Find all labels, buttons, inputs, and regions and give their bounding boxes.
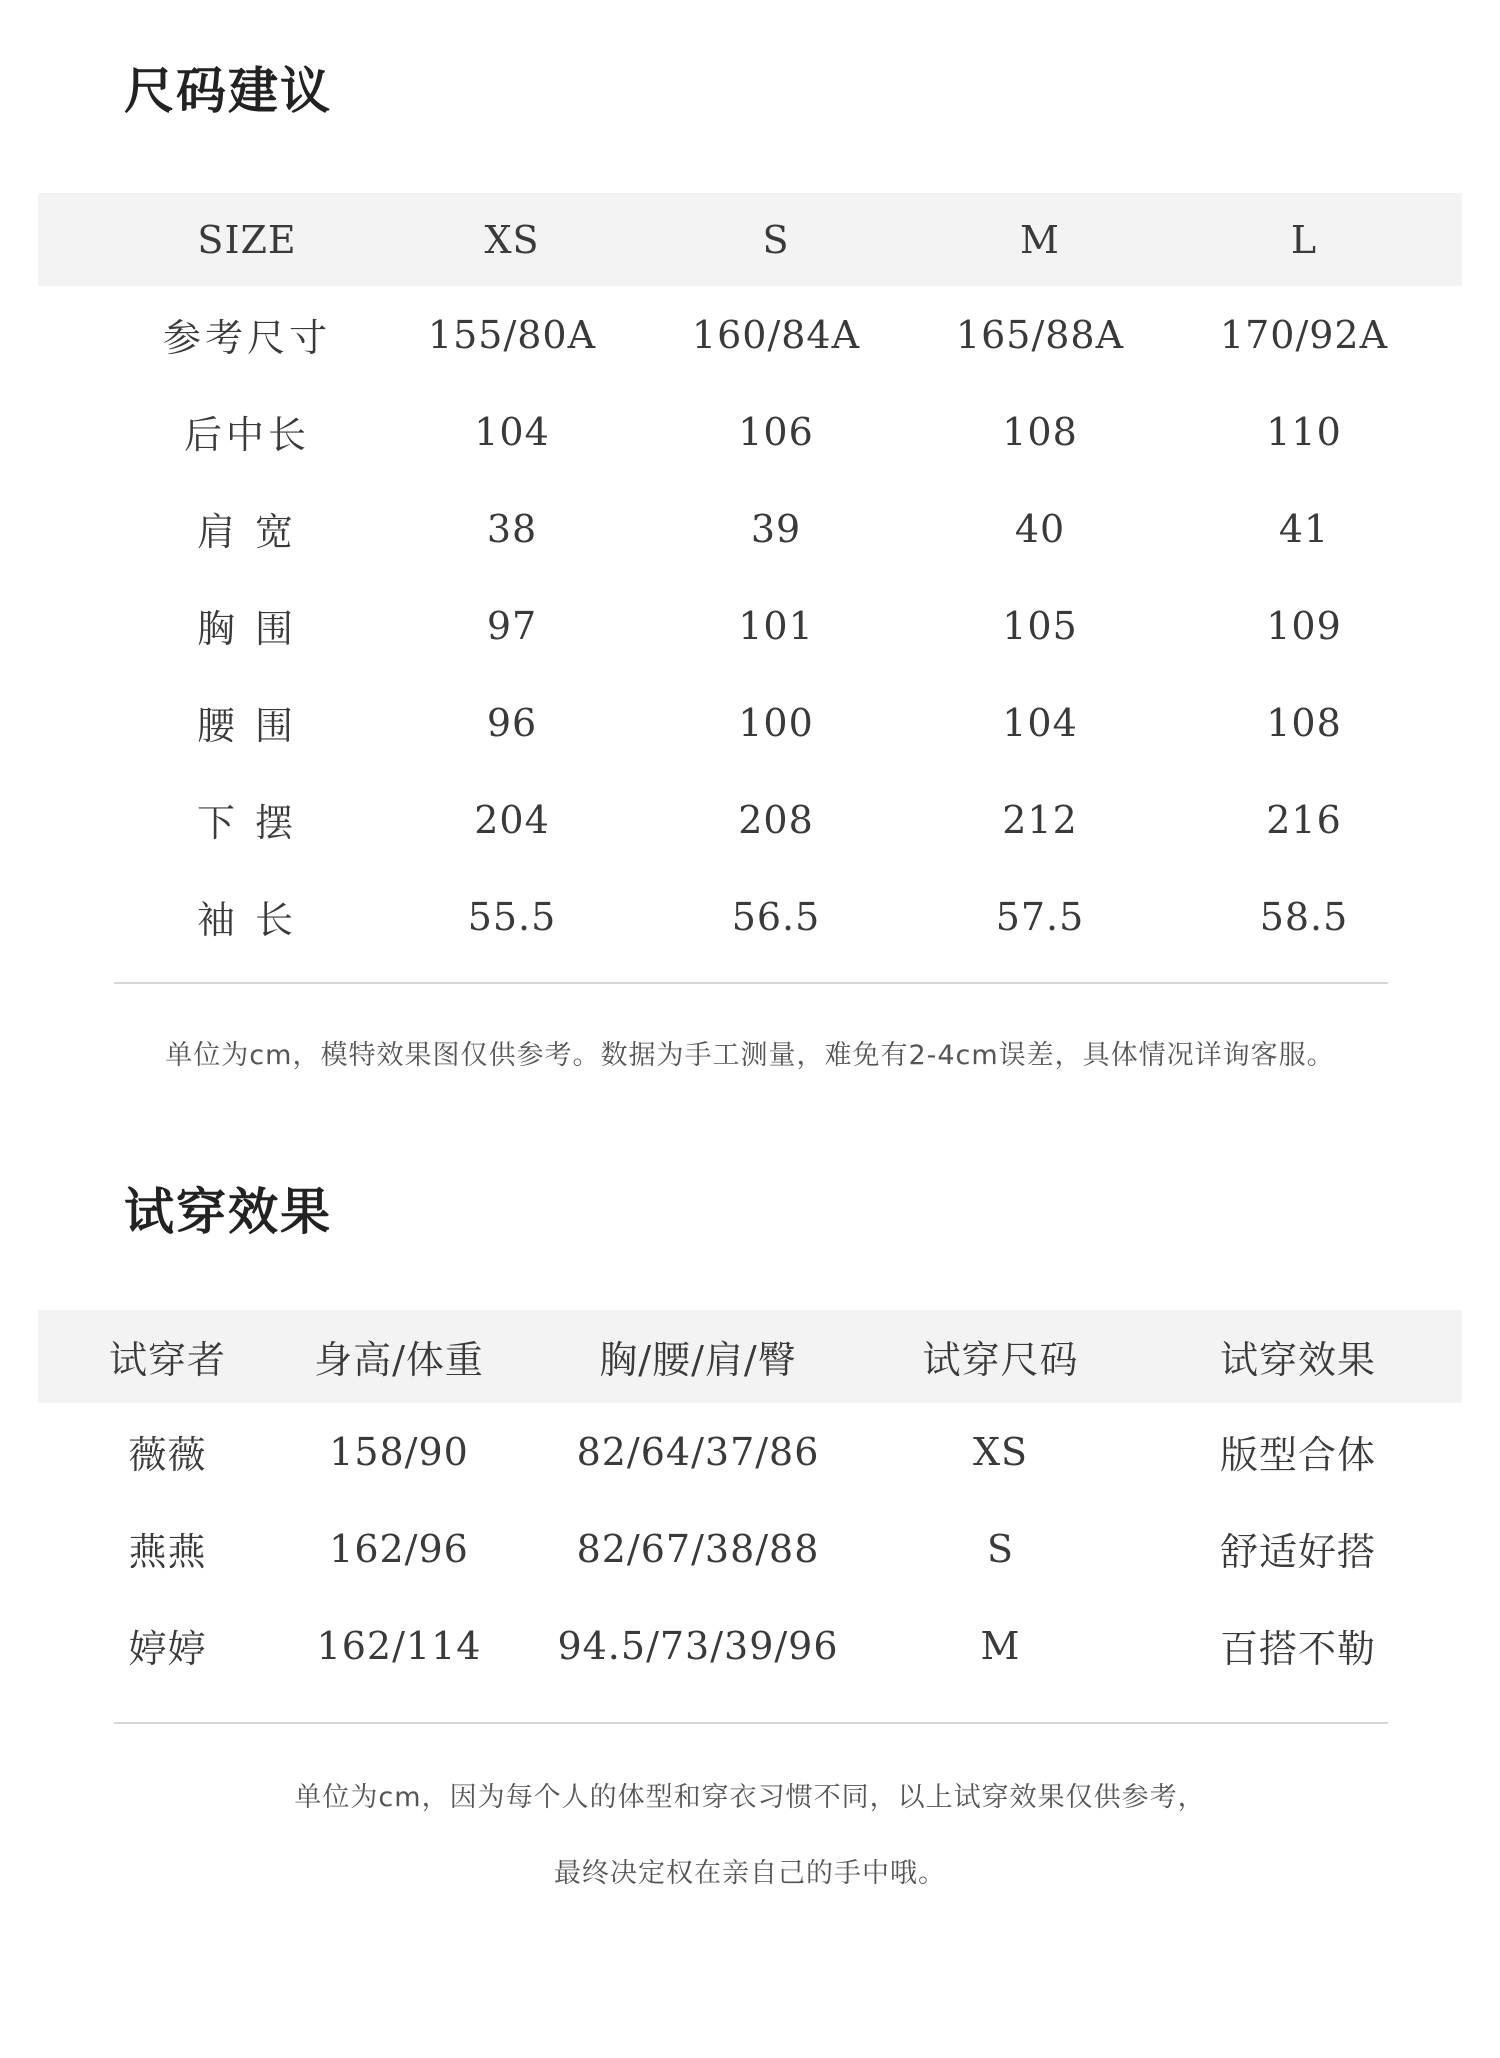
table-cell: 109: [1266, 603, 1342, 648]
row-label: 胸 围: [196, 607, 298, 651]
table-row: [38, 771, 1462, 868]
table-cell: 108: [1002, 409, 1078, 454]
table-cell: 82/67/38/88: [576, 1526, 820, 1571]
header-cell: 试穿者: [108, 1338, 226, 1382]
table-cell: 100: [738, 700, 814, 745]
table-cell: 104: [474, 409, 550, 454]
tester-name: 薇薇: [128, 1433, 207, 1477]
size-note: 单位为cm，模特效果图仅供参考。数据为手工测量，难免有2-4cm误差，具体情况详询客服。: [165, 1040, 1335, 1071]
table-cell: 82/64/37/86: [576, 1429, 820, 1474]
table-cell: 204: [474, 797, 550, 842]
row-label: 下 摆: [196, 801, 298, 845]
table-cell: XS: [972, 1429, 1029, 1474]
table-row: [38, 286, 1462, 383]
table-cell: 百搭不勒: [1219, 1627, 1376, 1671]
header-cell: S: [762, 217, 790, 262]
table-cell: 57.5: [995, 894, 1085, 939]
tryon-section-title: 试穿效果: [124, 1183, 332, 1241]
tryon-note-line-1: 单位为cm，因为每个人的体型和穿衣习惯不同，以上试穿效果仅供参考，: [294, 1782, 1206, 1813]
table-row: [38, 1403, 1462, 1500]
table-cell: S: [986, 1526, 1015, 1571]
table-cell: 162/114: [316, 1623, 482, 1668]
row-label: 后中长: [183, 413, 310, 457]
table-cell: 版型合体: [1219, 1433, 1376, 1477]
table-cell: 170/92A: [1219, 312, 1389, 357]
table-cell: 160/84A: [691, 312, 861, 357]
row-label: 肩 宽: [196, 510, 298, 554]
row-label: 袖 长: [196, 898, 298, 942]
table-cell: 55.5: [467, 894, 557, 939]
header-cell: 胸/腰/肩/臀: [599, 1338, 797, 1382]
header-cell: 试穿尺码: [922, 1338, 1079, 1382]
table-row: [38, 674, 1462, 771]
table-cell: 58.5: [1259, 894, 1349, 939]
table-cell: 96: [486, 700, 538, 745]
header-cell: L: [1290, 217, 1318, 262]
table-cell: 40: [1014, 506, 1066, 551]
tester-name: 燕燕: [128, 1530, 207, 1574]
table-cell: 158/90: [329, 1429, 469, 1474]
header-cell: SIZE: [197, 217, 297, 262]
table-cell: 216: [1266, 797, 1342, 842]
table-cell: 101: [738, 603, 814, 648]
table-cell: 208: [738, 797, 814, 842]
table-row: [38, 383, 1462, 480]
table-cell: 56.5: [731, 894, 821, 939]
table-cell: 165/88A: [955, 312, 1125, 357]
tester-name: 婷婷: [128, 1627, 207, 1671]
table-cell: 41: [1278, 506, 1330, 551]
table-row: [38, 1500, 1462, 1597]
header-cell: 试穿效果: [1219, 1338, 1376, 1382]
tryon-table-header: [38, 1310, 1462, 1403]
tryon-table-divider: [114, 1722, 1388, 1724]
table-cell: 108: [1266, 700, 1342, 745]
row-label: 腰 围: [196, 704, 298, 748]
row-label: 参考尺寸: [162, 316, 331, 360]
table-cell: 38: [486, 506, 538, 551]
table-cell: 舒适好搭: [1219, 1530, 1376, 1574]
table-cell: 94.5/73/39/96: [557, 1623, 839, 1668]
tryon-table: [38, 1310, 1462, 1694]
size-table-divider: [114, 982, 1388, 984]
header-cell: 身高/体重: [314, 1338, 484, 1382]
table-row: [38, 480, 1462, 577]
tryon-note-line-2: 最终决定权在亲自己的手中哦。: [554, 1858, 946, 1889]
size-table: [38, 193, 1462, 965]
table-cell: 39: [750, 506, 802, 551]
table-row: [38, 1597, 1462, 1694]
table-cell: M: [980, 1623, 1021, 1668]
table-cell: 155/80A: [427, 312, 597, 357]
size-table-header: [38, 193, 1462, 286]
table-cell: 162/96: [329, 1526, 469, 1571]
table-cell: 104: [1002, 700, 1078, 745]
table-cell: 97: [486, 603, 538, 648]
table-row: [38, 868, 1462, 965]
header-cell: XS: [484, 217, 540, 262]
size-section-title: 尺码建议: [124, 62, 332, 120]
header-cell: M: [1020, 217, 1060, 262]
table-cell: 110: [1266, 409, 1342, 454]
table-cell: 106: [738, 409, 814, 454]
table-row: [38, 577, 1462, 674]
table-cell: 212: [1002, 797, 1078, 842]
table-cell: 105: [1002, 603, 1078, 648]
